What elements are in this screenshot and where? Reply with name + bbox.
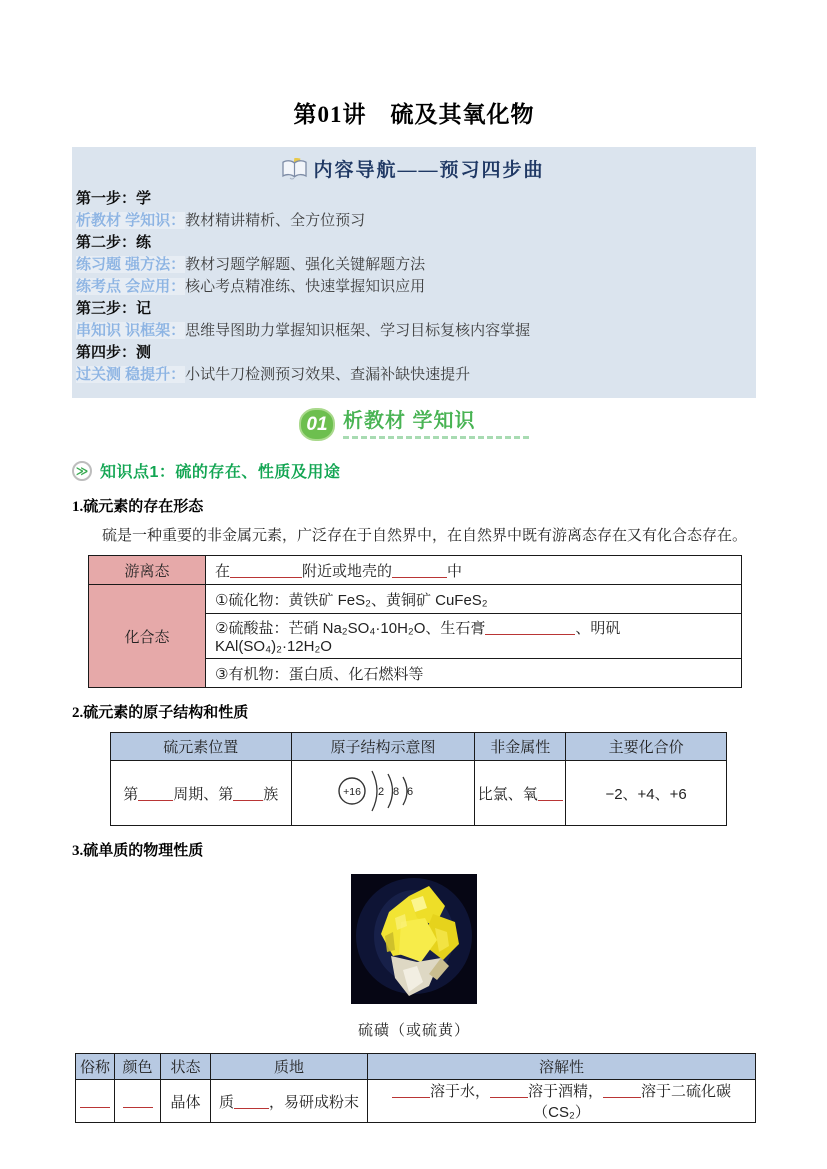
- element-position-cell: [111, 761, 292, 826]
- blank-line: [392, 1085, 430, 1098]
- blank-line: [538, 788, 563, 801]
- step-3-line-1-text: 思维导图助力掌握知识框架、学习目标复核内容掌握: [185, 322, 531, 339]
- step-4-line-1-text: 小试牛刀检测预习效果、查漏补缺快速提升: [185, 366, 471, 383]
- sulfate-seg-post: 、明矾 KAl(SO₄)₂·12H₂O: [215, 620, 621, 655]
- column-header: 状态: [161, 1054, 211, 1080]
- step-2-line-2: [76, 276, 750, 298]
- nav-panel-header: [76, 155, 750, 182]
- step-3-line-1: [76, 320, 750, 342]
- state-cell: 晶体: [161, 1080, 211, 1123]
- nav-header-text: 内容导航——预习四步曲: [313, 160, 545, 181]
- step-2-line-2-label: 练考点 会应用：: [76, 278, 186, 295]
- texture-cell: [211, 1080, 368, 1123]
- sulfate-item-cell: [206, 614, 742, 659]
- blank-line: [603, 1085, 641, 1098]
- nonmetal-cell: [475, 761, 566, 826]
- table-row: [76, 1080, 756, 1123]
- atom-structure-cell: [291, 761, 475, 826]
- blank-line: [234, 1096, 269, 1109]
- column-header: 溶解性: [368, 1054, 756, 1080]
- texture-pre: 质: [219, 1093, 235, 1111]
- step-4-line-1-label: 过关测 稳提升：: [76, 366, 186, 383]
- section-badge: [72, 408, 756, 441]
- badge-dashed-underline: [343, 436, 529, 439]
- blank-line: [138, 788, 173, 801]
- table-row: [89, 585, 742, 614]
- column-header: 质地: [211, 1054, 368, 1080]
- blank-line: [123, 1095, 153, 1108]
- step-1-line-1: [76, 210, 750, 232]
- section-badge-label-wrap: [343, 408, 529, 439]
- step-1-title: 第一步：学: [76, 190, 152, 207]
- column-header: 硫元素位置: [111, 733, 292, 761]
- step-3-title: 第三步：记: [76, 300, 152, 317]
- knowledge-point-title: 知识点1：硫的存在、性质及用途: [100, 464, 341, 481]
- blank-line: [392, 565, 447, 578]
- sulfur-photo-wrap: [72, 874, 756, 1009]
- table-header-row: [111, 733, 727, 761]
- column-header: 主要化合价: [566, 733, 727, 761]
- organic-item-cell: ③有机物：蛋白质、化石燃料等: [206, 659, 742, 688]
- svg-text:6: 6: [406, 786, 414, 798]
- solubility-seg2: 溶于酒精，: [527, 1083, 603, 1100]
- step-1-line-1-text: 教材精讲精析、全方位预习: [185, 212, 366, 229]
- sulfur-crystal-photo: [351, 874, 477, 1004]
- forward-arrow-icon: ≫: [72, 461, 92, 481]
- table-header-row: [76, 1054, 756, 1080]
- nonmetal-text: 比氯、氧: [477, 785, 538, 803]
- blank-line: [230, 565, 302, 578]
- solubility-seg3: 溶于二硫化碳（CS₂）: [533, 1083, 732, 1121]
- step-4-title: 第四步：测: [76, 344, 152, 361]
- solubility-cell: [368, 1080, 756, 1123]
- section-1-heading: 1.硫元素的存在形态: [72, 499, 204, 515]
- page-title: 第01讲 硫及其氧化物: [293, 102, 535, 127]
- free-state-content-cell: [206, 556, 742, 585]
- blank-line: [80, 1095, 110, 1108]
- atomic-structure-table: [110, 732, 727, 826]
- step-4-line-1: [76, 364, 750, 386]
- section-2-heading: 2.硫元素的原子结构和性质: [72, 705, 249, 721]
- free-state-seg2: 附近或地壳的: [302, 562, 393, 580]
- svg-text:+16: +16: [343, 786, 361, 798]
- free-state-seg3: 中: [447, 562, 463, 580]
- color-cell: [115, 1080, 161, 1123]
- content-nav-panel: [72, 147, 756, 398]
- physical-properties-table: [75, 1053, 756, 1123]
- column-header: 俗称: [76, 1054, 115, 1080]
- section-1-intro: 硫是一种重要的非金属元素，广泛存在于自然界中，在自然界中既有游离态存在又有化合态存在。: [102, 527, 748, 544]
- position-seg2: 周期、第: [173, 785, 234, 803]
- blank-line: [490, 1085, 528, 1098]
- common-name-cell: [76, 1080, 115, 1123]
- table-row: [111, 761, 727, 826]
- column-header: 非金属性: [475, 733, 566, 761]
- step-2-line-1-text: 教材习题学解题、强化关键解题方法: [185, 256, 426, 273]
- blank-line: [485, 622, 575, 635]
- step-2-line-2-text: 核心考点精准练、快速掌握知识应用: [185, 278, 426, 295]
- svg-text:8: 8: [392, 786, 400, 798]
- open-book-icon: [281, 158, 308, 180]
- valence-cell: −2、+4、+6: [566, 761, 727, 826]
- step-3-line-1-label: 串知识 识框架：: [76, 322, 186, 339]
- step-2-line-1-label: 练习题 强方法：: [76, 256, 186, 273]
- column-header: 颜色: [115, 1054, 161, 1080]
- column-header: 原子结构示意图: [291, 733, 475, 761]
- knowledge-point-heading: [72, 459, 756, 482]
- section-3-heading: 3.硫单质的物理性质: [72, 843, 204, 859]
- sulfide-item-cell: ①硫化物：黄铁矿 FeS₂、黄铜矿 CuFeS₂: [206, 585, 742, 614]
- solubility-seg1: 溶于水，: [429, 1083, 490, 1100]
- texture-post: ，易研成粉末: [269, 1093, 360, 1111]
- free-state-label-cell: 游离态: [89, 556, 206, 585]
- position-seg1: 第: [123, 785, 139, 803]
- step-2-title: 第二步：练: [76, 234, 152, 251]
- position-seg3: 族: [263, 785, 279, 803]
- combined-state-label-cell: 化合态: [89, 585, 206, 688]
- section-number-badge: 01: [299, 408, 335, 441]
- step-1-line-1-label: 析教材 学知识：: [76, 212, 186, 229]
- svg-text:2: 2: [377, 786, 385, 798]
- free-state-seg1: 在: [215, 562, 231, 580]
- step-2-line-1: [76, 254, 750, 276]
- table-row: [89, 556, 742, 585]
- atom-structure-diagram: [331, 762, 435, 820]
- section-badge-label: 析教材 学知识: [343, 410, 476, 432]
- sulfate-seg-pre: ②硫酸盐：芒硝 Na₂SO₄·10H₂O、生石膏: [215, 620, 486, 637]
- photo-caption: 硫磺（或硫黄）: [357, 1022, 470, 1039]
- existence-forms-table: [88, 555, 742, 688]
- blank-line: [233, 788, 263, 801]
